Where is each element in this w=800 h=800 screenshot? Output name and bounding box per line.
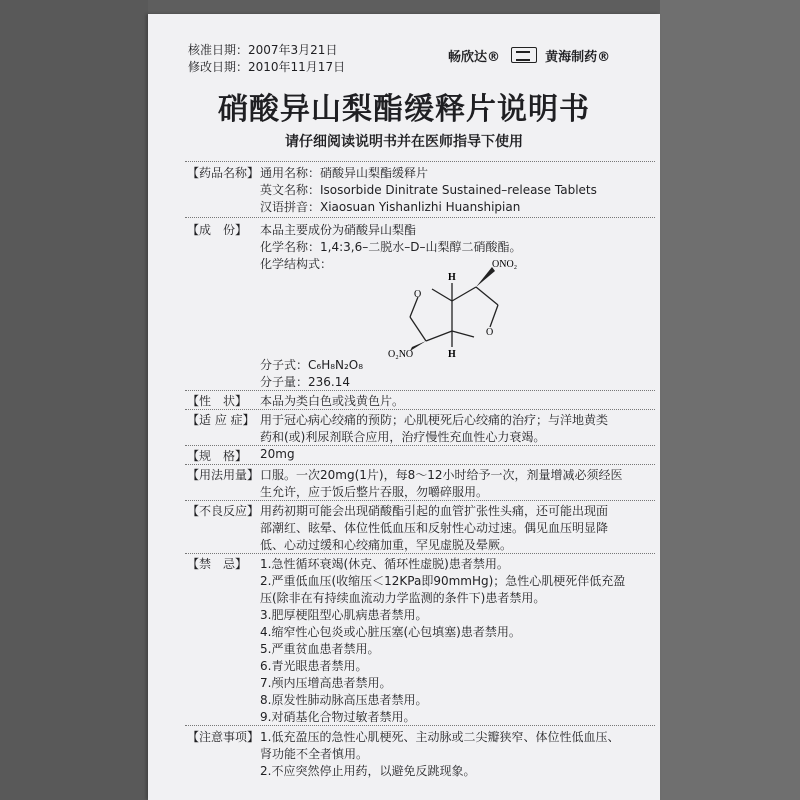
divider [185,409,655,410]
molecular-weight: 分子量：236.14 [260,375,350,389]
composition-line: 化学名称：1,4:3,6–二脱水–D–山梨醇二硝酸酯。 [260,240,522,254]
divider [185,445,655,446]
composition-line: 化学结构式： [260,257,333,271]
revise-date: 修改日期：2010年11月17日 [188,60,346,74]
contraindication-item: 1.急性循环衰竭(休克、循环性虚脱)患者禁用。 [260,557,509,571]
company-logo-icon [511,47,537,63]
approve-date: 核准日期：2007年3月21日 [188,43,338,57]
divider [185,217,655,218]
label-precautions: 【注意事项】 [187,730,260,744]
divider [185,553,655,554]
struct-ono2-top: ONO₂ [492,259,518,270]
precaution-item: 肾功能不全者慎用。 [260,747,369,761]
indications-line: 用于冠心病心绞痛的预防；心肌梗死后心绞痛的治疗；与洋地黄类 [260,413,609,427]
contraindication-item: 4.缩窄性心包炎或心脏压塞(心包填塞)患者禁用。 [260,625,521,639]
brand-name: 畅欣达® [448,50,501,65]
divider [185,464,655,465]
background-left [0,0,148,800]
specification-text: 20mg [260,447,295,461]
company-name: 黄海制药® [545,50,611,65]
contraindication-item: 8.原发性肺动脉高压患者禁用。 [260,693,428,707]
precaution-item: 1.低充盈压的急性心肌梗死、主动脉或二尖瓣狭窄、体位性低血压、 [260,730,620,744]
appearance-text: 本品为类白色或浅黄色片。 [260,394,405,408]
struct-o-left: O [414,289,422,300]
brand-block [448,46,610,65]
label-contraindications: 【禁 忌】 [187,557,248,571]
label-appearance: 【性 状】 [187,394,248,408]
contraindication-item: 压(除非在有持续血流动力学监测的条件下)患者禁用。 [260,591,546,605]
dosage-line: 口服。一次20mg(1片)，每8～12小时给予一次，剂量增减必须经医 [260,468,623,482]
contraindication-item: 7.颅内压增高患者禁用。 [260,676,392,690]
divider [185,161,655,162]
struct-ono2-bottom: O₂NO [388,349,414,360]
molecular-formula: 分子式：C₆H₈N₂O₈ [260,358,364,372]
dosage-line: 生允许，应于饭后整片吞服，勿嚼碎服用。 [260,485,489,499]
label-adverse-reactions: 【不良反应】 [187,504,260,518]
label-dosage: 【用法用量】 [187,468,260,482]
contraindication-item: 3.肥厚梗阻型心肌病患者禁用。 [260,608,428,622]
struct-h-top: H [448,272,456,283]
precaution-item: 2.不应突然停止用药，以避免反跳现象。 [260,764,476,778]
contraindication-item: 5.严重贫血患者禁用。 [260,642,380,656]
label-indications: 【适 应 症】 [187,413,255,427]
composition-line: 本品主要成份为硝酸异山梨酯 [260,223,417,237]
page-title: 硝酸异山梨酯缓释片说明书 [218,92,590,127]
contraindication-item: 6.青光眼患者禁用。 [260,659,368,673]
divider [185,725,655,726]
label-drug-name: 【药品名称】 [187,166,260,180]
label-composition: 【成 份】 [187,223,248,237]
page-subtitle: 请仔细阅读说明书并在医师指导下使用 [285,134,523,150]
date-block [188,42,345,76]
adverse-line: 低、心动过缓和心绞痛加重，罕见虚脱及晕厥。 [260,538,513,552]
chemical-structure-diagram [388,253,538,373]
background-right [660,0,800,800]
drug-name-line: 汉语拼音：Xiaosuan Yishanlizhi Huanshipian [260,200,521,214]
struct-h-bottom: H [448,349,456,360]
adverse-line: 用药初期可能会出现硝酸酯引起的血管扩张性头痛，还可能出现面 [260,504,609,518]
indications-line: 药和(或)利尿剂联合应用，治疗慢性充血性心力衰竭。 [260,430,546,444]
contraindication-item: 9.对硝基化合物过敏者禁用。 [260,710,416,724]
divider [185,500,655,501]
struct-o-right: O [486,327,494,338]
drug-name-line: 通用名称：硝酸异山梨酯缓释片 [260,166,429,180]
drug-name-line: 英文名称：Isosorbide Dinitrate Sustained–release Tablets [260,183,597,197]
label-specification: 【规 格】 [187,449,248,463]
divider [185,390,655,391]
adverse-line: 部潮红、眩晕、体位性低血压和反射性心动过速。偶见血压明显降 [260,521,609,535]
contraindication-item: 2.严重低血压(收缩压＜12KPa即90mmHg)；急性心肌梗死伴低充盈 [260,574,626,588]
